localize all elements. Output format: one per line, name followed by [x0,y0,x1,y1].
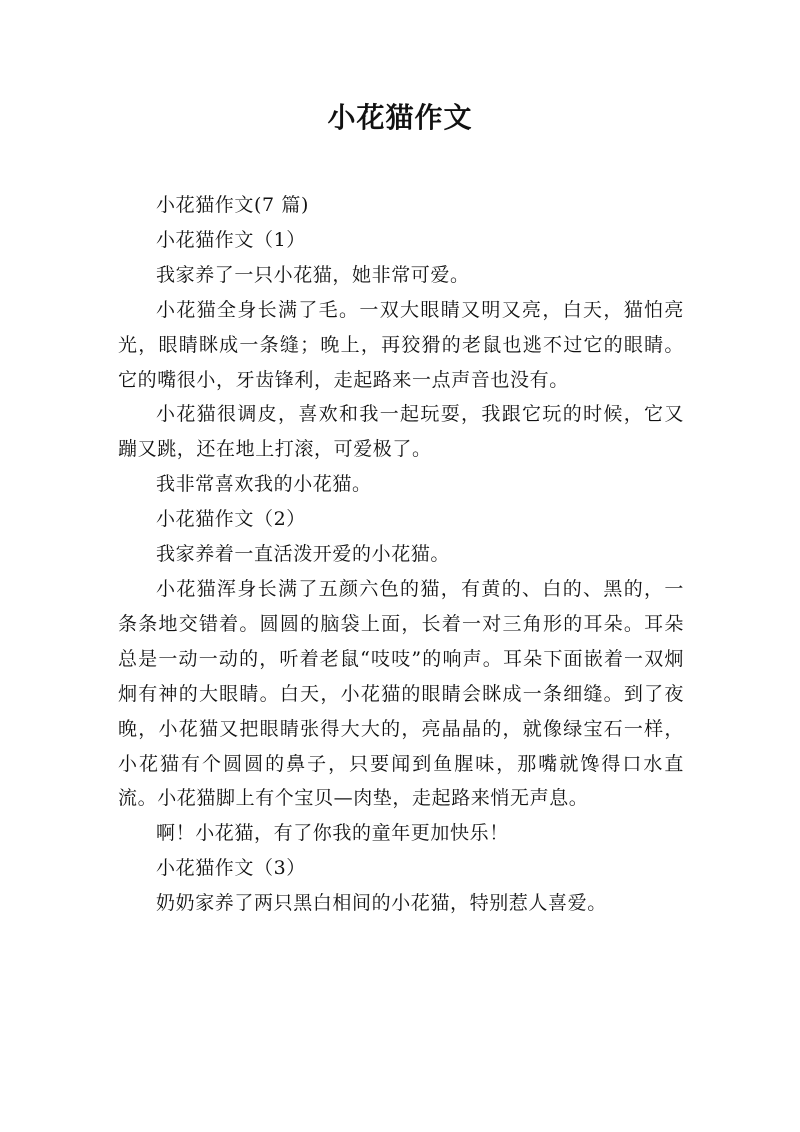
paragraph-essay-1-heading: 小花猫作文（1） [156,228,306,251]
paragraph: 小花猫全身长满了毛。一双大眼睛又明又亮，白天，猫怕亮光，眼睛眯成一条缝；晚上，再狡猾的老鼠也逃不过它的眼睛。它的嘴很小，牙齿锋利，走起路来一点声音也没有。 [118,298,684,391]
paragraph-collection-heading: 小花猫作文(7 篇) [156,194,309,216]
paragraph-essay-3-heading: 小花猫作文（3） [156,857,306,880]
paragraph: 我家养了一只小花猫，她非常可爱。 [156,263,470,286]
paragraph: 小花猫浑身长满了五颜六色的猫，有黄的、白的、黑的，一条条地交错着。圆圆的脑袋上面，长着一对三角形的耳朵。耳朵总是一动一动的，听着老鼠“吱吱”的响声。耳朵下面嵌着一双炯炯有神的大眼睛。白天，小花猫的眼睛会眯成一条细缝。到了夜晚，小花猫又把眼睛张得大大的，亮晶晶的，就像绿宝石一样，小花猫有个圆圆的鼻子，只要闻到鱼腥味，那嘴就馋得口水直流。小花猫脚上有个宝贝—肉垫，走起路来悄无声息。 [118,577,684,810]
paragraph: 奶奶家养了两只黑白相间的小花猫，特别惹人喜爱。 [156,892,607,915]
document-title: 小花猫作文 [327,101,473,134]
paragraph: 我家养着一直活泼开爱的小花猫。 [156,543,451,566]
paragraph: 我非常喜欢我的小花猫。 [156,473,372,496]
paragraph: 啊！小花猫，有了你我的童年更加快乐！ [156,822,509,845]
document-body [118,188,684,921]
paragraph-essay-2-heading: 小花猫作文（2） [156,508,306,531]
paragraph: 小花猫很调皮，喜欢和我一起玩耍，我跟它玩的时候，它又蹦又跳，还在地上打滚，可爱极了。 [118,403,684,461]
